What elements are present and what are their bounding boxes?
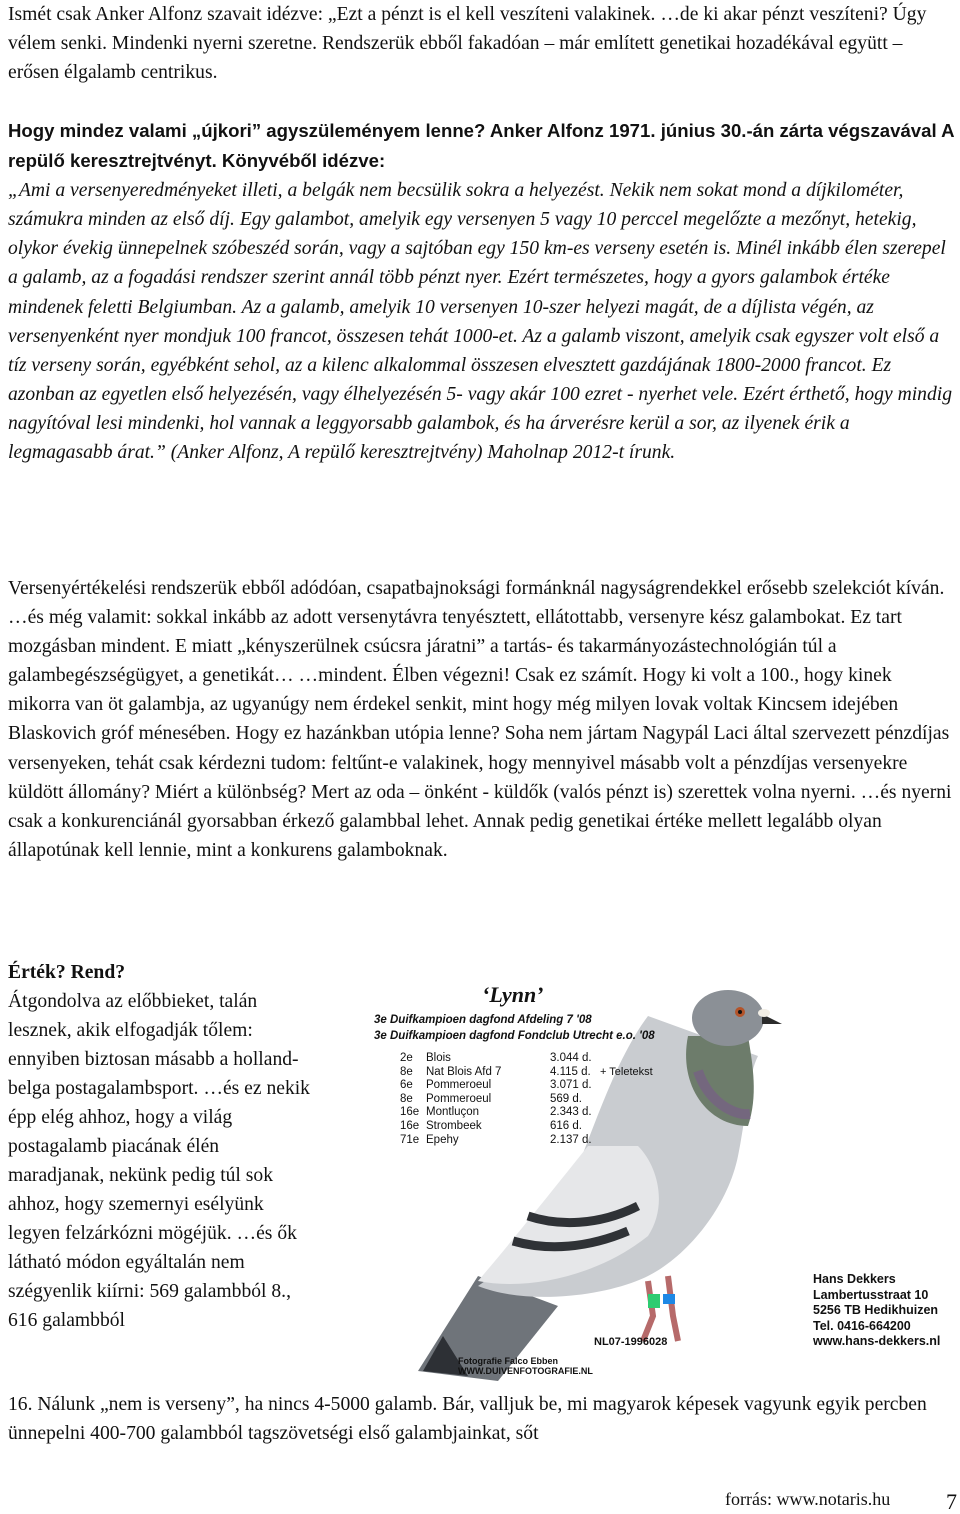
pigeon-name: ‘Lynn’ [482,982,544,1007]
result-place: 8e [400,1092,413,1105]
result-race: Strombeek [426,1119,482,1132]
result-race: Nat Blois Afd 7 [426,1065,502,1078]
result-birds: 2.137 d. [550,1133,592,1146]
teletekst-note: + Teletekst [600,1066,653,1078]
owner-city: 5256 TB Hedikhuizen [813,1303,939,1317]
ring-number: NL07-1996028 [594,1336,668,1348]
result-birds: 2.343 d. [550,1106,592,1119]
section-heading: Érték? Rend? [8,962,126,983]
result-row [400,1134,610,1148]
result-birds: 3.071 d. [550,1079,592,1092]
page-number: 7 [946,1489,957,1514]
result-race: Montluçon [426,1106,480,1119]
owner-name: Hans Dekkers [813,1272,896,1286]
result-birds: 569 d. [550,1092,582,1105]
result-race: Pommeroeul [426,1079,492,1092]
result-place: 16e [400,1106,420,1119]
paragraph-intro: Ismét csak Anker Alfonz szavait idézve: „Ezt a pénzt is el kell veszíteni valakinek. …de ki akar pénzt veszíteni? Úgy vélem senki. Mindenki nyerni szeretne. Rendszerük ebből fakadóan – már említett genetikai hozadékával együtt – erősen élgalamb centrikus. [8,4,927,84]
owner-street: Lambertusstraat 10 [813,1287,929,1302]
result-place: 2e [400,1052,413,1064]
paragraph-evaluation: Versenyértékelési rendszerük ebből adódóan, csapatbajnoksági formánknál nagyságrendekkel erősebb szelekciót kíván. …és még valamit: sokkal inkább az adott versenytávra tenyésztett, ellátottabb, versenyre kész galambokat. Ez tart mozgásban mindent. E miatt „kényszerülnek csúcsra járatni” a tartás- és takarmányozástechnológián túl a galambegészségügyet, a genetikát… …mindent. Élben végezni! Csak ez számít. Hogy ki volt a 100., hogy kinek mikorra van öt galambja, az ugyanúgy nem érdekel senkit, mint hogy még milyen lovak voltak Kincsem idejében Blaskovich gróf ménesében. Hogy ez hazánkban utópia lenne? Soha nem jártam Nagypál Laci által szervezett pénzdíjas versenyeken, tehát csak kérdezni tudom: feltűnt-e valakinek, hogy mennyivel másabb volt a pénzdíjas versenyekre küldött állomány? Miért a különbség? Mert az oda – önként - küldők (valós pénzt is) szerettek volna nyerni. …és nyerni csak a konkurenciánál gyorsabban érkező galambbal lehet. Annak pedig genetikai értéke mellett legalább olyan állapotúnak kell lennie, mint a konkurens galamboknak. [8,578,952,861]
result-race: Blois [426,1052,451,1064]
result-place: 8e [400,1065,413,1078]
card-subtitle-2: 3e Duifkampioen dagfond Fondclub Utrecht e.o. '08 [374,1030,655,1042]
result-row [400,1052,610,1066]
result-race: Epehy [426,1133,459,1146]
photo-credit-line-2: WWW.DUIVENFOTOGRAFIE.NL [458,1366,593,1376]
quote-text: „Ami a versenyeredményeket illeti, a belgák nem becsülik sokra a helyezést. Nekik nem sokat mond a díjkilométer, számukra minden az első díj. Egy galambot, amelyik egy versenyen 5 vagy 10 perccel megelőzte a mezőnyt, hetekig, olykor évekig ünnepelnek szóbeszéd során, vagy a sajtóban egy 150 km-es verseny esetén is. Minél inkább élen szerepel a galamb, az a fogadási rendszer szerint annál több pénzt nyer. Ezért természetes, hogy a gyors galambok értéke mindenek feletti Belgiumban. Az a galamb, amelyik 10 versenyen 10-szer helyezi magát, de a díjlista végén, az versenyenként nyer mondjuk 100 francot, összesen tehát 1000-et. Az a galamb viszont, amelyik csak egyszer volt első a tíz verseny során, egyébként sehol, az a kilenc alkalommal összesen elvesztett gazdájának 1800-2000 francot. Ez azonban az egyetlen első helyezésén, vagy élhelyezésén 5- vagy akár 100 ezret - nyerhet vele. Ezért érthető, hogy mindig nagyítóval lesi mindenki, hol vannak a leggyorsabb galambok, és ha árverésre kerül a sor, az ilyenek érik a legmagasabb árat.” (Anker Alfonz, A repülő keresztrejtvény) Maholnap 2012-t írunk. [8,180,953,464]
result-place: 71e [400,1133,420,1146]
result-race: Pommeroeul [426,1092,492,1105]
result-row [400,1066,610,1080]
owner-phone: Tel. 0416-664200 [813,1318,911,1333]
result-row [400,1106,610,1120]
result-birds: 616 d. [550,1119,582,1132]
result-row [400,1120,610,1134]
owner-website: www.hans-dekkers.nl [813,1334,941,1348]
results-table [400,1052,610,1147]
owner-contact [813,1272,940,1350]
result-row [400,1093,610,1107]
footer-source: forrás: www.notaris.hu [725,1489,891,1509]
result-birds: 3.044 d. [550,1052,592,1064]
pigeon-advert [348,976,948,1381]
quote-lead: Hogy mindez valami „újkori” agyszüleményem lenne? Anker Alfonz 1971. június 30.-án zárta végszavával A repülő keresztrejtvényt. Könyvéből idézve: [8,120,954,172]
paragraph-quote [8,116,954,467]
result-birds: 4.115 d. [550,1065,591,1078]
continuation-text: 16. Nálunk „nem is verseny”, ha nincs 4-5000 galamb. Bár, valljuk be, mi magyarok képesek vagyunk egyik percben ünnepelni 400-700 galambból tagszövetségi első galambjainkat, sőt [8,1394,927,1444]
result-place: 16e [400,1119,420,1132]
side-column-text: Átgondolva az előbbieket, talán lesznek, akik elfogadják tőlem: ennyiben biztosan másabb a holland-belga postagalambsport. …és ez nekik épp elég ahhoz, hogy a világ postagalamb piacának élén maradjanak, nekünk pedig túl sok ahhoz, hogy szemernyi esélyünk legyen felzárkózni mögéjük. …és ők látható módon egyáltalán nem szégyenlik kiírni: 569 galambból 8., 616 galambból [8,991,310,1331]
result-place: 6e [400,1079,413,1092]
photo-credit-line-1: Fotografie Falco Ebben [458,1356,559,1366]
card-subtitle-1: 3e Duifkampioen dagfond Afdeling 7 '08 [374,1014,592,1026]
photo-credit [458,1356,593,1376]
result-row [400,1079,610,1093]
